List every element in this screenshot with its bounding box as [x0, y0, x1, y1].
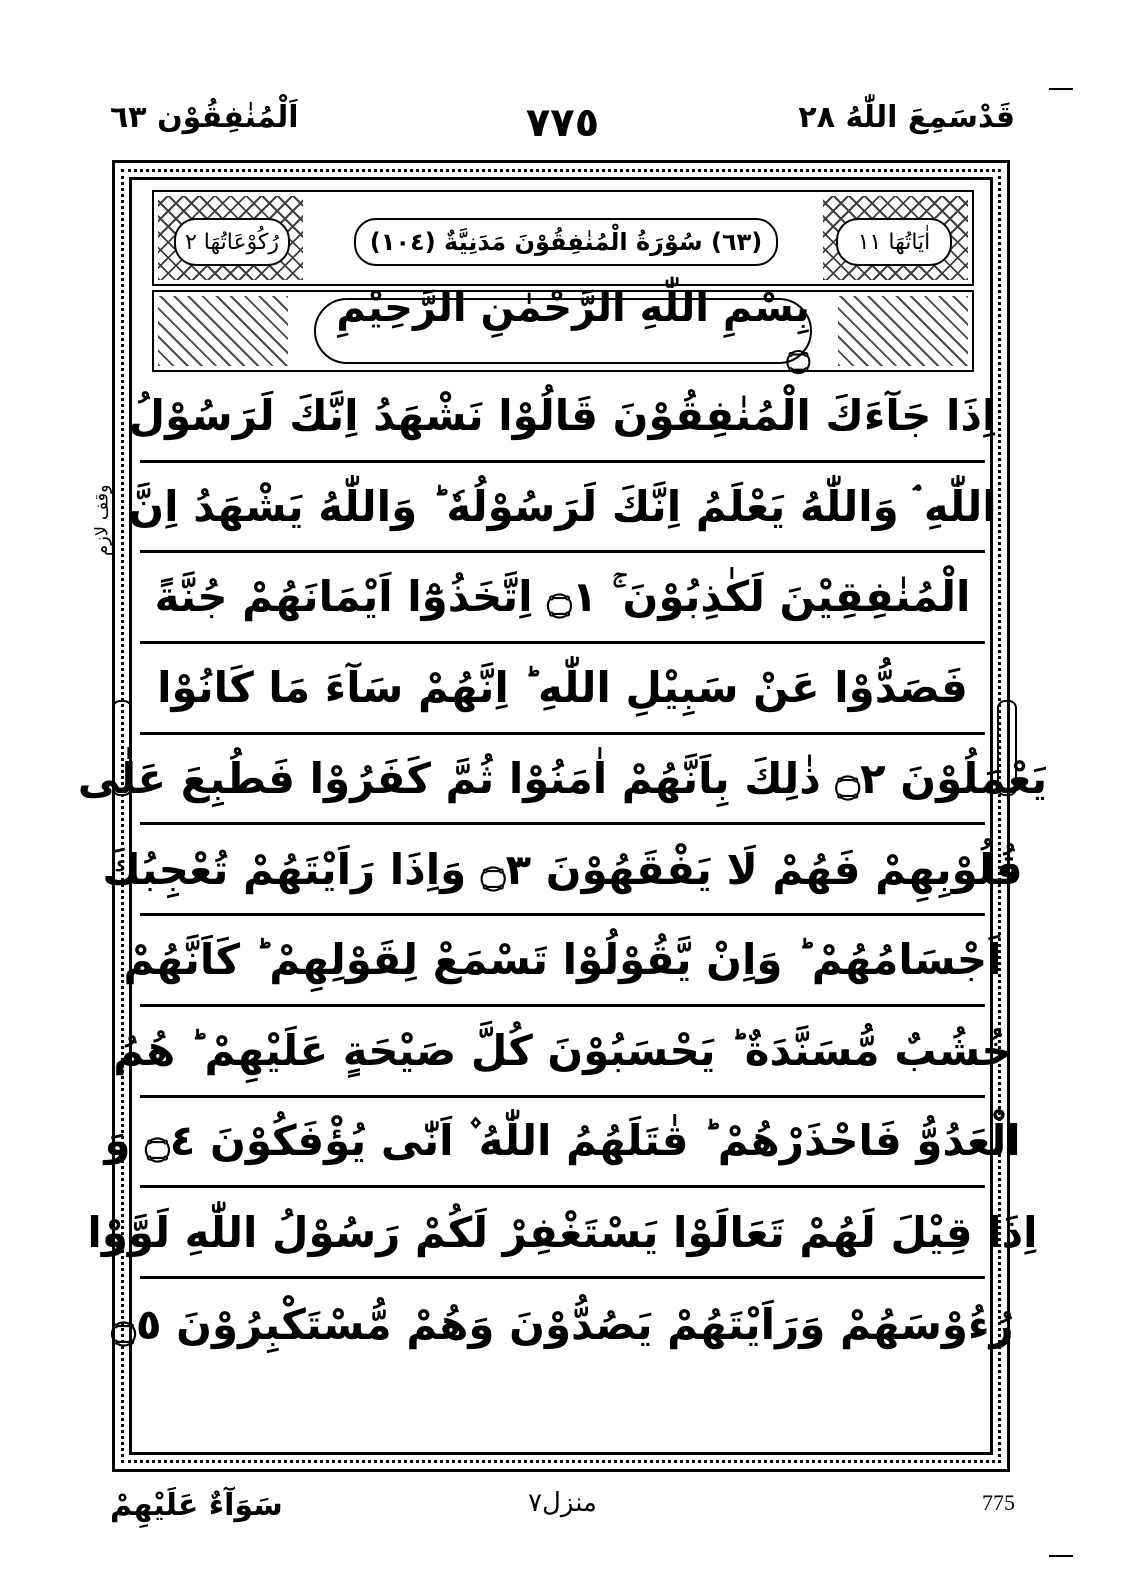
verse-line: الْعَدُوُّ فَاحْذَرْهُمْ ؕ قٰتَلَهُمُ اللّٰهُ ۫ اَنّٰى يُؤْفَكُوْنَ ۝٤ وَ	[140, 1098, 985, 1189]
verse-line: خُشُبٌ مُّسَنَّدَةٌ ؕ يَحْسَبُوْنَ كُلَّ صَيْحَةٍ عَلَيْهِمْ ؕ هُمُ	[140, 1007, 985, 1098]
edge-mark	[1049, 88, 1073, 90]
catchword: سَوَآءٌ عَلَيْهِمْ	[110, 1488, 283, 1523]
bismillah-panel	[152, 285, 974, 377]
verse-line: اللّٰهِ ۘ وَاللّٰهُ يَعْلَمُ اِنَّكَ لَرَسُوْلُهٗ ؕ وَاللّٰهُ يَشْهَدُ اِنَّ	[140, 463, 985, 554]
verse-line: اِذَا قِيْلَ لَهُمْ تَعَالَوْا يَسْتَغْفِرْ لَكُمْ رَسُوْلُ اللّٰهِ لَوَّوْا	[140, 1188, 985, 1279]
margin-note-waqf: وقف لازم	[91, 484, 113, 556]
verse-line: الْمُنٰفِقِيْنَ لَكٰذِبُوْنَ ۚ ۝١ اِتَّخَذُوْٓا اَيْمَانَهُمْ جُنَّةً	[140, 553, 985, 644]
ayat-count: اٰيَاتُهَا ١١	[836, 218, 952, 266]
surah-label: اَلْمُنٰفِقُوْن ٦٣	[110, 100, 299, 135]
verse-line: يَعْمَلُوْنَ ۝٢ ذٰلِكَ بِاَنَّهُمْ اٰمَنُوْا ثُمَّ كَفَرُوْا فَطُبِعَ عَلٰى	[140, 735, 985, 826]
page-footer	[110, 1488, 1015, 1538]
bismillah-text: بِسْمِ اللّٰهِ الرَّحْمٰنِ الرَّحِيْمِ ۝	[314, 298, 812, 364]
surah-header	[152, 190, 974, 286]
ruku-count: رُكُوْعَاتُهَا ٢	[174, 218, 290, 266]
edge-mark	[1049, 1555, 1073, 1557]
surah-title: (٦٣) سُوْرَةُ الْمُنٰفِقُوْنَ مَدَنِيَّةٌ (١٠٤)	[354, 218, 778, 266]
verse-line: قُلُوْبِهِمْ فَهُمْ لَا يَفْقَهُوْنَ ۝٣ وَاِذَا رَاَيْتَهُمْ تُعْجِبُكَ	[140, 825, 985, 916]
bismillah-lattice-right	[838, 296, 968, 366]
manzil-label: منزل٧	[528, 1488, 597, 1518]
page-number-arabic: ٧٧٥	[525, 100, 600, 146]
verse-line: اِذَا جَآءَكَ الْمُنٰفِقُوْنَ قَالُوْا نَشْهَدُ اِنَّكَ لَرَسُوْلُ	[140, 372, 985, 463]
page-number: 775	[982, 1490, 1015, 1515]
verse-line: رُءُوْسَهُمْ وَرَاَيْتَهُمْ يَصُدُّوْنَ وَهُمْ مُّسْتَكْبِرُوْنَ ۝٥	[111, 1299, 1014, 1349]
juz-label: قَدْسَمِعَ اللّٰهُ ٢٨	[798, 100, 1015, 135]
page-header	[110, 100, 1015, 156]
verse-line: اَجْسَامُهُمْ ؕ وَاِنْ يَّقُوْلُوْا تَسْمَعْ لِقَوْلِهِمْ ؕ كَاَنَّهُمْ	[140, 916, 985, 1007]
bismillah-lattice-left	[158, 296, 288, 366]
verse-line: فَصَدُّوْا عَنْ سَبِيْلِ اللّٰهِ ؕ اِنَّهُمْ سَآءَ مَا كَانُوْا	[140, 644, 985, 735]
